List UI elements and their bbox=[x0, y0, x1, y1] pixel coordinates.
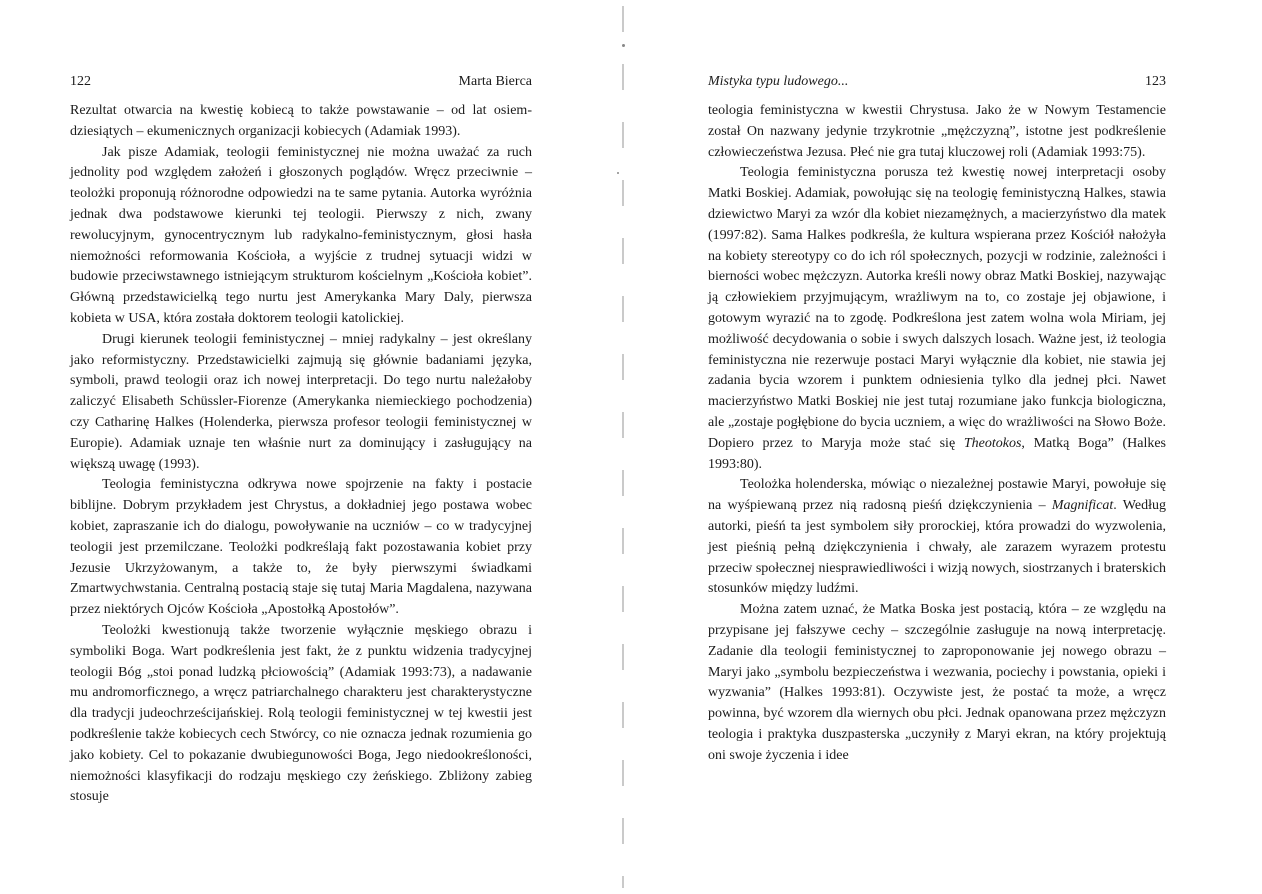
scan-speck bbox=[622, 44, 625, 47]
paragraph bbox=[708, 163, 1166, 475]
left-page-number: 122 bbox=[70, 74, 91, 89]
paragraph bbox=[708, 475, 1166, 600]
paragraph: Teologia feministyczna odkrywa nowe spojrzenie na fakty i postacie biblijne. Dobrym przykładem jest Chrystus, a dokładniej jego postawa wobec kobiet, zapraszanie ich do dialogu, powoływanie na uczniów – co w tradycyjnej teologii jest przemilczane. Teolożki podkreślają fakt pozostawania kobiet przy Jezusie Ukrzyżowanym, a także to, że były pierwszymi świadkami Zmartwychwstania. Centralną postacią staje się tutaj Maria Magdalena, nazywana przez niektórych Ojców Kościoła „Apostołką Apostołów”. bbox=[70, 477, 532, 618]
left-running-head: Marta Bierca bbox=[458, 74, 532, 89]
right-page-text bbox=[708, 101, 1166, 767]
book-gutter bbox=[622, 6, 624, 888]
right-page bbox=[628, 0, 1262, 894]
paragraph: Drugi kierunek teologii feministycznej – mniej radykalny – jest określany jako reformistyczny. Przedstawicielki zajmują się głównie badaniami języka, symboli, prawd teologii oraz ich nowej interpretacji. Do tego nurtu należałoby zaliczyć Elisabeth Schüssler-Fiorenze (Amerykanka niemieckiego pochodzenia) czy Catharinę Halkes (Holenderka, pierwsza profesor teologii feministycznej w Europie). Adamiak uznaje ten właśnie nurt za dominujący i zasługujący na większą uwagę (1993). bbox=[70, 331, 532, 472]
scan-speck bbox=[617, 172, 619, 174]
text-run: Teologia feministyczna porusza też kwestię nowej interpretacji osoby Matki Boskiej. Adamiak, powołując się na teologię feministyczną Halkes, stawia dziewictwo Maryi za wzór dla kobiet niezamężnych, a macierzyństwo dla matek (1997:82). Sama Halkes podkreśla, że kultura wspierana przez Kościół nałożyła na kobiety stereotypy co do ich ról społecznych, pozycji w rodzinie, zależności i bierności wobec mężczyzn. Autorka kreśli nowy obraz Matki Boskiej, nazywając ją człowiekiem przyjmującym, wrażliwym na to, co zostaje jej objawione, i gotowym wyrazić na to zgodę. Podkreślona jest zatem wolna wola Miriam, jej możliwość decydowania o sobie i swych dalszych losach. Ważne jest, iż teologia feministyczna nie rezerwuje postaci Maryi wyłącznie dla kobiet, nie stawia jej zadania bycia wzorem i punktem odniesienia tylko dla jednej płci. Nawet macierzyństwo Matki Boskiej nie jest tutaj rozumiane jako funkcja biologiczna, ale „zostaje pogłębione do bycia uczniem, a więc do wrażliwości na Słowo Boże. Dopiero przez to Maryja może stać się bbox=[708, 165, 1166, 451]
paragraph: Rezultat otwarcia na kwestię kobiecą to także powstawanie – od lat osiemdziesiątych – ekumenicznych organizacji kobiecych (Adamiak 1993). bbox=[70, 103, 532, 139]
paragraph: Można zatem uznać, że Matka Boska jest postacią, która – ze względu na przypisane jej fałszywe cechy – szczególnie zasługuje na nową interpretację. Zadanie dla teologii feministycznej to zaproponowanie jej nowego obrazu – Maryi jako „symbolu bezpieczeństwa i wezwania, pociechy i powstania, opieki i wyzwania” (Halkes 1993:81). Oczywiste jest, że postać ta może, a wręcz powinna, być wzorem dla wiernych obu płci. Jednak opanowana przez mężczyzn teologia i praktyka duszpasterska „uczyniły z Maryi ekran, na który projektują oni swoje życzenia i idee bbox=[708, 602, 1166, 763]
paragraph: Teolożki kwestionują także tworzenie wyłącznie męskiego obrazu i symboliki Boga. Wart podkreślenia jest fakt, że z punktu widzenia tradycyjnej teologii Bóg „stoi ponad ludzką płciowością” (Adamiak 1993:73), a nadawanie mu andromorficznego, a wręcz patriarchalnego charakteru jest charakterystyczne dla tradycji judeochrześcijańskiej. Rolą teologii feministycznej w tej kwestii jest podkreślenie także kobiecych cech Stwórcy, co nie oznacza jednak rozumienia go jako kobiety. Cel to pokazanie dwubiegunowości Boga, Jego niedookreśloności, niemożności klasyfikacji do rodzaju męskiego czy żeńskiego. Zbliżony zabieg stosuje bbox=[70, 622, 532, 805]
left-page-text bbox=[70, 101, 532, 808]
text-run: Teolożka holenderska, mówiąc o niezależnej postawie Maryi, powołuje się na wyśpiewaną przez nią radosną pieśń dziękczynienia – bbox=[708, 477, 1166, 514]
paragraph: Jak pisze Adamiak, teologii feministycznej nie można uważać za ruch jednolity pod względem założeń i głoszonych poglądów. Wręcz przeciwnie – teolożki proponują różnorodne odpowiedzi na te same pytania. Autorka wyróżnia jednak dwa podstawowe kierunki tej teologii. Pierwszy z nich, zwany rewolucyjnym, gynocentrycznym lub radykalno-feministycznym, głosi hasła niemożności reformowania Kościoła, a wyjście z trudnej sytuacji widzi w budowie przeciwstawnego istniejącym strukturom kościelnym „Kościoła kobiet”. Główną przedstawicielką tego nurtu jest Amerykanka Mary Daly, pierwsza kobieta w USA, która została doktorem teologii katolickiej. bbox=[70, 144, 532, 326]
right-page-number: 123 bbox=[1145, 74, 1166, 89]
right-page-header bbox=[708, 72, 1166, 92]
italic-term: Theotokos bbox=[963, 435, 1022, 451]
left-page-header bbox=[70, 72, 532, 92]
paragraph: teologia feministyczna w kwestii Chrystusa. Jako że w Nowym Testamencie został On nazwany jedynie trzykrotnie „mężczyzną”, istotne jest podkreślenie człowieczeństwa Jezusa. Płeć nie gra tutaj kluczowej roli (Adamiak 1993:75). bbox=[708, 103, 1166, 160]
italic-term: Magnificat bbox=[1051, 498, 1114, 514]
text-run: , Matką Boga” (Halkes 1993:80). bbox=[708, 435, 1166, 472]
left-page bbox=[0, 0, 618, 894]
text-run: . Według autorki, pieśń ta jest symbolem siły prorockiej, która prowadzi do wyzwolenia, jest pieśnią pełną dziękczynienia i chwały, ale zarazem wyrazem protestu przeciw społecznej niesprawiedliwości i wizją nowych, siostrzanych i braterskich stosunków między ludźmi. bbox=[708, 498, 1166, 597]
right-running-head: Mistyka typu ludowego... bbox=[708, 74, 849, 89]
